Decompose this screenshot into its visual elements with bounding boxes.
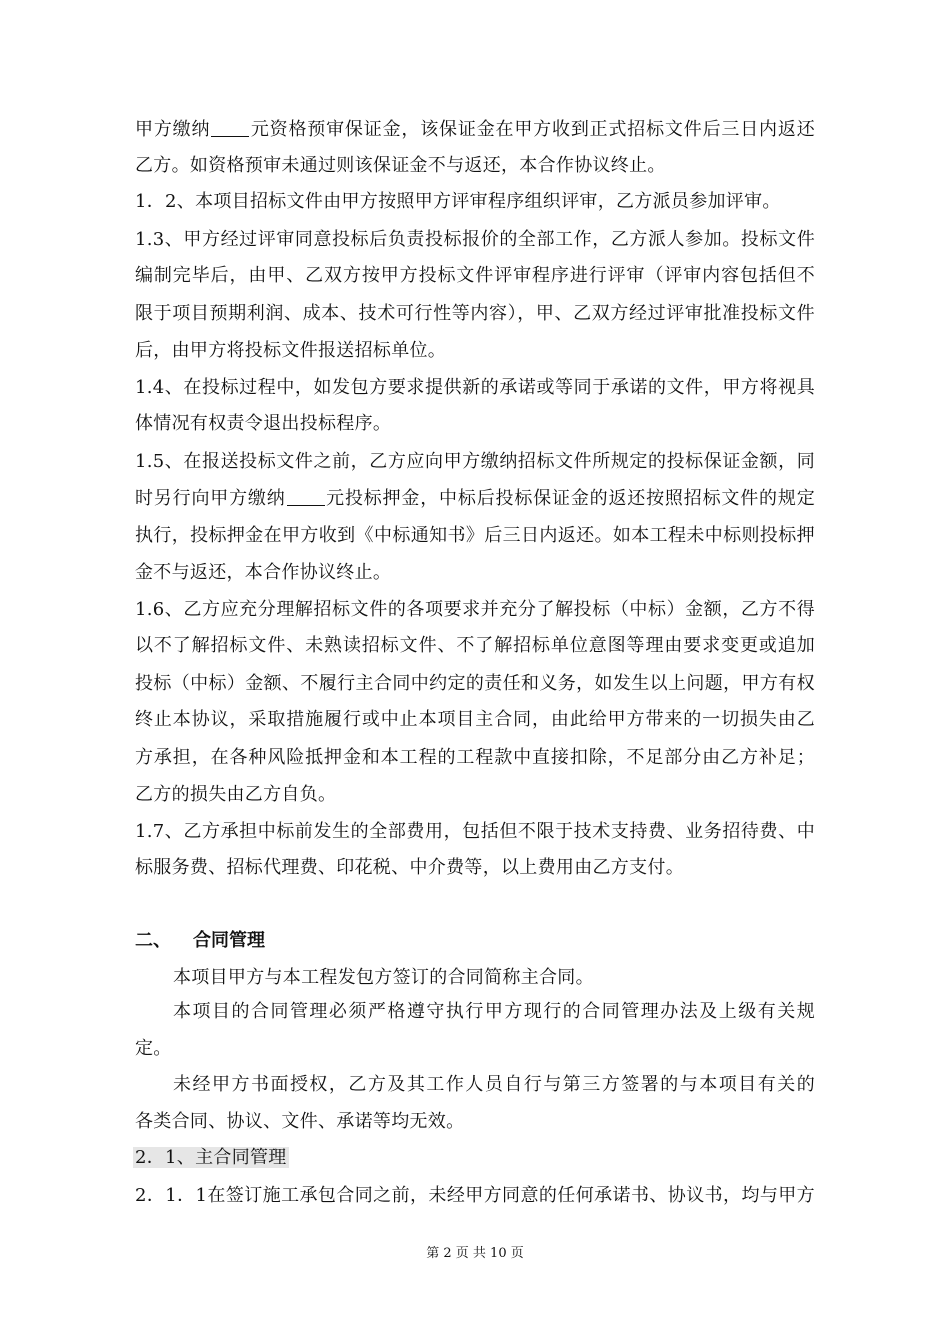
paragraph-line: 本项目甲方与本工程发包方签订的合同简称主合同。 (173, 967, 594, 988)
page-number-footer: 第 2 页 共 10 页 (426, 1246, 524, 1261)
paragraph-line: 标服务费、招标代理费、印花税、中介费等，以上费用由乙方支付。 (135, 857, 684, 878)
paragraph-line: 体情况有权责令退出投标程序。 (135, 413, 392, 434)
clause-1-7: 1.7、乙方承担中标前发生的全部费用，包括但不限于技术支持费、业务招待费、中 (135, 821, 815, 842)
paragraph-line: 乙方的损失由乙方自负。 (135, 784, 337, 805)
clause-1-2: 1．2、本项目招标文件由甲方按照甲方评审程序组织评审，乙方派员参加评审。 (135, 191, 781, 212)
section-number: 二、 (135, 930, 171, 951)
paragraph-line: 本项目的合同管理必须严格遵守执行甲方现行的合同管理办法及上级有关规 (173, 1001, 815, 1022)
paragraph-line: 编制完毕后，由甲、乙双方按甲方投标文件评审程序进行评审（评审内容包括但不 (135, 265, 815, 286)
paragraph-line: 投标（中标）金额、不履行主合同中约定的责任和义务，如发生以上问题，甲方有权 (135, 673, 815, 694)
section-heading (135, 929, 265, 953)
paragraph-line: 定。 (135, 1038, 172, 1059)
section-title: 合同管理 (193, 930, 265, 951)
paragraph-line: 执行，投标押金在甲方收到《中标通知书》后三日内返还。如本工程未中标则投标押 (135, 525, 815, 546)
paragraph-line: 以不了解招标文件、未熟读招标文件、不了解招标单位意图等理由要求变更或追加 (135, 635, 815, 656)
paragraph-line: 乙方。如资格预审未通过则该保证金不与返还，本合作协议终止。 (135, 155, 666, 176)
clause-1-3: 1.3、甲方经过评审同意投标后负责投标报价的全部工作，乙方派人参加。投标文件 (135, 229, 815, 250)
clause-1-4: 1.4、在投标过程中，如发包方要求提供新的承诺或等同于承诺的文件，甲方将视具 (135, 377, 815, 398)
paragraph-line: 金不与返还，本合作协议终止。 (135, 562, 392, 583)
subsection-heading: 2．1、主合同管理 (135, 1147, 287, 1168)
clause-2-1-1: 2．1．1在签订施工承包合同之前，未经甲方同意的任何承诺书、协议书，均与甲方 (135, 1185, 815, 1206)
paragraph-line: 终止本协议，采取措施履行或中止本项目主合同，由此给甲方带来的一切损失由乙 (135, 709, 815, 730)
paragraph-line: 未经甲方书面授权，乙方及其工作人员自行与第三方签署的与本项目有关的 (173, 1074, 815, 1095)
paragraph-line: 后，由甲方将投标文件报送招标单位。 (135, 340, 447, 361)
paragraph-line: 各类合同、协议、文件、承诺等均无效。 (135, 1111, 465, 1132)
paragraph-line: 甲方缴纳 元资格预审保证金，该保证金在甲方收到正式招标文件后三日内返还 (135, 119, 815, 140)
clause-1-5: 1.5、在报送投标文件之前，乙方应向甲方缴纳招标文件所规定的投标保证金额，同 (135, 451, 815, 472)
fill-blank (211, 118, 249, 137)
paragraph-line: 时另行向甲方缴纳 元投标押金，中标后投标保证金的返还按照招标文件的规定 (135, 488, 815, 509)
paragraph-line: 限于项目预期利润、成本、技术可行性等内容），甲、乙双方经过评审批准投标文件 (135, 303, 815, 324)
fill-blank (287, 487, 325, 506)
paragraph-line: 方承担，在各种风险抵押金和本工程的工程款中直接扣除，不足部分由乙方补足； (135, 747, 815, 768)
clause-1-6: 1.6、乙方应充分理解招标文件的各项要求并充分了解投标（中标）金额，乙方不得 (135, 599, 815, 620)
